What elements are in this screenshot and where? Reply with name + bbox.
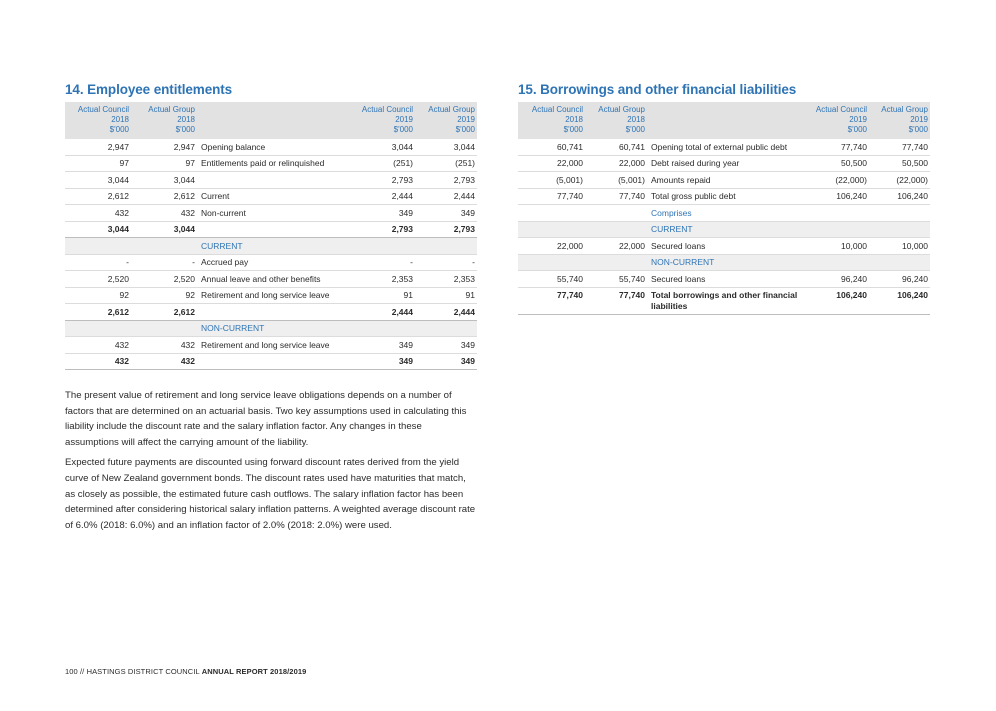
paragraph-discount: Expected future payments are discounted using forward discount rates derived from the yield curve of New Zealand government bonds. The discount rates used have maturities that match, as closely as possible, the estimated future cash outflows. The salary inflation factor has been determined after considering historical salary inflation patterns. A weighted average discount rate of 6.0% (2018: 6.0%) and an inflation factor of 2.0% (2018: 2.0%) were used. [65, 457, 476, 531]
table-row [65, 287, 477, 304]
column-header-line: 2018 [565, 115, 583, 124]
council-2018-cell: 55,740 [518, 271, 585, 288]
label-cell: Retirement and long service leave [197, 287, 351, 304]
label-cell: CURRENT [197, 238, 351, 255]
column-header [197, 102, 351, 139]
table-row [518, 271, 930, 288]
column-header [351, 102, 415, 139]
group-2019-cell: 106,240 [869, 188, 930, 205]
council-2019-cell: 106,240 [807, 287, 869, 315]
column-header-line: $'000 [109, 125, 129, 134]
label-cell [197, 172, 351, 189]
council-2019-cell: 91 [351, 287, 415, 304]
label-cell: Debt raised during year [647, 155, 807, 172]
council-2018-cell: 432 [65, 353, 131, 370]
employee-entitlements-title: 14. Employee entitlements [65, 82, 233, 97]
group-2019-cell: 349 [415, 353, 477, 370]
label-cell: Total borrowings and other financial liabilities [647, 287, 807, 315]
table-row [518, 172, 930, 189]
council-2019-cell: (251) [351, 155, 415, 172]
borrowings-table [518, 102, 930, 315]
group-2018-cell: 432 [131, 353, 197, 370]
table-row [518, 188, 930, 205]
group-2019-cell: 2,793 [415, 172, 477, 189]
group-2019-cell: (251) [415, 155, 477, 172]
column-header-line: Actual Council [77, 105, 129, 114]
label-cell [197, 221, 351, 238]
group-2019-cell: 3,044 [415, 139, 477, 155]
table-row [65, 172, 477, 189]
column-header-line: 2019 [395, 115, 413, 124]
council-2018-cell: (5,001) [518, 172, 585, 189]
council-2019-cell [807, 205, 869, 222]
council-2018-cell: 432 [65, 337, 131, 354]
column-header [647, 102, 807, 139]
column-header-line: $'000 [847, 125, 867, 134]
group-2019-cell: - [415, 254, 477, 271]
group-2018-cell: (5,001) [585, 172, 647, 189]
group-2018-cell: 77,740 [585, 188, 647, 205]
column-header [65, 102, 131, 139]
footer-org: HASTINGS DISTRICT COUNCIL [86, 667, 200, 676]
column-header [869, 102, 930, 139]
group-2019-cell: 2,444 [415, 304, 477, 321]
footer-report: ANNUAL REPORT 2018/2019 [201, 667, 307, 676]
group-2018-cell: 97 [131, 155, 197, 172]
label-cell: CURRENT [647, 221, 807, 238]
council-2019-cell: 2,793 [351, 221, 415, 238]
column-header-line: 2018 [627, 115, 645, 124]
column-header [807, 102, 869, 139]
group-2019-cell: (22,000) [869, 172, 930, 189]
group-2018-cell: 432 [131, 205, 197, 222]
table-row [65, 139, 477, 155]
group-2018-cell: 2,947 [131, 139, 197, 155]
group-2019-cell: 2,793 [415, 221, 477, 238]
total-row [65, 221, 477, 238]
council-2019-cell: (22,000) [807, 172, 869, 189]
table-row [65, 254, 477, 271]
label-cell: Opening total of external public debt [647, 139, 807, 155]
group-2018-cell [585, 221, 647, 238]
column-header-line [649, 125, 805, 135]
label-cell: Non-current [197, 205, 351, 222]
council-2018-cell: 2,520 [65, 271, 131, 288]
total-row [65, 353, 477, 370]
table-row [518, 155, 930, 172]
page-number: 100 // [65, 667, 85, 676]
council-2019-cell [351, 238, 415, 255]
table-row [65, 271, 477, 288]
group-2019-cell: 349 [415, 205, 477, 222]
council-2019-cell: 2,793 [351, 172, 415, 189]
council-2019-cell: 2,444 [351, 304, 415, 321]
group-2019-cell [415, 320, 477, 337]
group-2018-cell [131, 238, 197, 255]
column-header-line: Actual Group [881, 105, 928, 114]
column-header-line: 2019 [910, 115, 928, 124]
council-2018-cell: 3,044 [65, 221, 131, 238]
column-header-line: Actual Group [148, 105, 195, 114]
label-cell: Opening balance [197, 139, 351, 155]
table-header-row [518, 102, 930, 139]
column-header-line [199, 105, 349, 115]
label-cell: Retirement and long service leave [197, 337, 351, 354]
table-row [518, 238, 930, 255]
group-2019-cell: 91 [415, 287, 477, 304]
borrowings-section [518, 82, 930, 315]
label-cell [197, 304, 351, 321]
council-2019-cell: 2,353 [351, 271, 415, 288]
label-cell: Secured loans [647, 271, 807, 288]
label-cell [197, 353, 351, 370]
column-header-line: $'000 [908, 125, 928, 134]
employee-entitlements-section [65, 82, 477, 533]
group-2019-cell: 96,240 [869, 271, 930, 288]
section-row [65, 320, 477, 337]
employee-table-body [65, 139, 477, 370]
council-2018-cell: 92 [65, 287, 131, 304]
column-header-line: $'000 [625, 125, 645, 134]
paragraph-actuarial: The present value of retirement and long service leave obligations depends on a number of factors that are determined on an actuarial basis. Two key assumptions used in calculating this liability include the discount rate and the salary inflation factor. Any changes in these assumptions will affect the carrying amount of the liability. [65, 390, 467, 448]
council-2019-cell: 2,444 [351, 188, 415, 205]
council-2018-cell: 60,741 [518, 139, 585, 155]
total-row [518, 287, 930, 315]
table-header-row [65, 102, 477, 139]
column-header-line: 2019 [849, 115, 867, 124]
group-2019-cell: 106,240 [869, 287, 930, 315]
column-header-line [199, 115, 349, 125]
group-2018-cell: 2,612 [131, 304, 197, 321]
group-2019-cell [869, 205, 930, 222]
label-cell: Accrued pay [197, 254, 351, 271]
column-header-line: $'000 [455, 125, 475, 134]
council-2019-cell: 106,240 [807, 188, 869, 205]
column-header-line: Actual Council [361, 105, 413, 114]
council-2019-cell: 349 [351, 337, 415, 354]
council-2019-cell: 349 [351, 353, 415, 370]
council-2019-cell: - [351, 254, 415, 271]
council-2018-cell [65, 320, 131, 337]
council-2019-cell: 10,000 [807, 238, 869, 255]
group-2019-cell: 77,740 [869, 139, 930, 155]
council-2018-cell [518, 254, 585, 271]
column-header-line [649, 105, 805, 115]
council-2018-cell [518, 205, 585, 222]
council-2019-cell [351, 320, 415, 337]
column-header [585, 102, 647, 139]
group-2018-cell: 3,044 [131, 172, 197, 189]
group-2019-cell: 2,444 [415, 188, 477, 205]
table-row [65, 188, 477, 205]
group-2018-cell: 2,612 [131, 188, 197, 205]
column-header-line [199, 125, 349, 135]
group-2019-cell [869, 254, 930, 271]
council-2019-cell: 3,044 [351, 139, 415, 155]
column-header-line: Actual Council [531, 105, 583, 114]
group-2018-cell [585, 254, 647, 271]
council-2018-cell: 2,947 [65, 139, 131, 155]
council-2018-cell: 77,740 [518, 287, 585, 315]
council-2019-cell: 77,740 [807, 139, 869, 155]
table-row [518, 205, 930, 222]
section-row [518, 254, 930, 271]
borrowings-title: 15. Borrowings and other financial liabilities [518, 82, 797, 97]
group-2019-cell: 349 [415, 337, 477, 354]
group-2018-cell: 2,520 [131, 271, 197, 288]
column-header-line [649, 115, 805, 125]
council-2019-cell: 349 [351, 205, 415, 222]
borrowings-table-body [518, 139, 930, 315]
column-header [131, 102, 197, 139]
section-row [518, 221, 930, 238]
table-row [518, 139, 930, 155]
council-2018-cell: - [65, 254, 131, 271]
label-cell: Total gross public debt [647, 188, 807, 205]
column-header-line: 2018 [177, 115, 195, 124]
group-2018-cell: 55,740 [585, 271, 647, 288]
group-2018-cell [585, 205, 647, 222]
employee-entitlements-table [65, 102, 477, 370]
group-2018-cell: 60,741 [585, 139, 647, 155]
council-2018-cell: 22,000 [518, 238, 585, 255]
column-header-line: 2018 [111, 115, 129, 124]
column-header-line: $'000 [563, 125, 583, 134]
label-cell: Current [197, 188, 351, 205]
total-row [65, 304, 477, 321]
council-2018-cell [65, 238, 131, 255]
group-2018-cell: 432 [131, 337, 197, 354]
group-2018-cell [131, 320, 197, 337]
table-row [65, 155, 477, 172]
label-cell: Secured loans [647, 238, 807, 255]
label-cell: Entitlements paid or relinquished [197, 155, 351, 172]
group-2018-cell: 3,044 [131, 221, 197, 238]
council-2018-cell: 3,044 [65, 172, 131, 189]
council-2018-cell: 22,000 [518, 155, 585, 172]
council-2019-cell [807, 254, 869, 271]
label-cell: NON-CURRENT [197, 320, 351, 337]
group-2018-cell: - [131, 254, 197, 271]
group-2019-cell: 2,353 [415, 271, 477, 288]
council-2019-cell: 96,240 [807, 271, 869, 288]
label-cell: Annual leave and other benefits [197, 271, 351, 288]
column-header-line: Actual Council [815, 105, 867, 114]
table-row [65, 337, 477, 354]
council-2018-cell: 2,612 [65, 188, 131, 205]
council-2018-cell [518, 221, 585, 238]
column-header-line: 2019 [457, 115, 475, 124]
table-row [65, 205, 477, 222]
council-2018-cell: 432 [65, 205, 131, 222]
section-row [65, 238, 477, 255]
column-header [518, 102, 585, 139]
group-2019-cell: 10,000 [869, 238, 930, 255]
council-2018-cell: 2,612 [65, 304, 131, 321]
column-header-line: $'000 [175, 125, 195, 134]
council-2019-cell: 50,500 [807, 155, 869, 172]
group-2018-cell: 77,740 [585, 287, 647, 315]
group-2018-cell: 22,000 [585, 155, 647, 172]
column-header-line: Actual Group [428, 105, 475, 114]
column-header-line: Actual Group [598, 105, 645, 114]
group-2019-cell: 50,500 [869, 155, 930, 172]
group-2018-cell: 22,000 [585, 238, 647, 255]
group-2018-cell: 92 [131, 287, 197, 304]
page-footer [65, 667, 306, 676]
column-header [415, 102, 477, 139]
group-2019-cell [415, 238, 477, 255]
group-2019-cell [869, 221, 930, 238]
council-2018-cell: 77,740 [518, 188, 585, 205]
label-cell: Comprises [647, 205, 807, 222]
label-cell: NON-CURRENT [647, 254, 807, 271]
column-header-line: $'000 [393, 125, 413, 134]
label-cell: Amounts repaid [647, 172, 807, 189]
council-2018-cell: 97 [65, 155, 131, 172]
council-2019-cell [807, 221, 869, 238]
